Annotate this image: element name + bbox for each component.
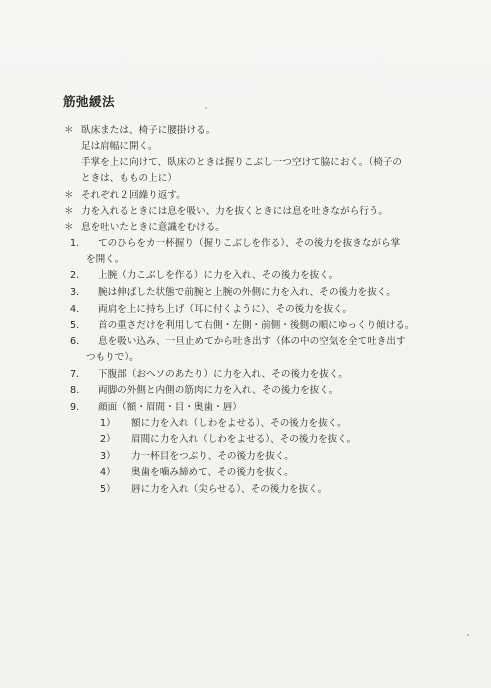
note-2-line-1: それぞれ２回繰り返す。 [81, 190, 186, 201]
face-step-4-number: 4） [100, 467, 116, 478]
scan-speck [205, 107, 207, 109]
face-step-3-text: 力一杯目をつぶり、その後力を抜く。 [131, 451, 294, 462]
note-4-line-1: 息を吐いたときに意識をむける。 [81, 222, 225, 233]
step-1-line-2: を開く。 [86, 254, 125, 265]
step-4-number: 4. [70, 304, 80, 315]
step-6-number: 6. [70, 336, 80, 347]
step-5-number: 5. [70, 320, 80, 331]
document-title: 筋弛緩法 [63, 94, 116, 109]
scan-speck [467, 634, 469, 636]
note-1-line-3: 手掌を上に向けて、臥床のときは握りこぶし一つ空けて脇におく。（椅子の [81, 157, 403, 168]
step-6-line-1: 息を吸い込み、一旦止めてから吐き出す（体の中の空気を全て吐き出す [98, 336, 406, 347]
step-8-number: 8. [70, 385, 80, 396]
step-9-number: 9. [70, 402, 80, 413]
face-step-4-text: 奥歯を噛み締めて、その後力を抜く。 [131, 467, 294, 478]
step-3-line-1: 腕は伸ばした状態で前腕と上腕の外側に力を入れ、その後力を抜く。 [98, 287, 396, 298]
note-1-line-1: 臥床または、椅子に腰掛ける。 [81, 125, 216, 136]
step-2-number: 2. [70, 270, 80, 281]
step-7-number: 7. [70, 369, 80, 380]
step-5-line-1: 首の重さだけを利用して右側・左側・前側・後側の順にゆっくり傾ける。 [98, 320, 415, 331]
note-3-line-1: 力を入れるときには息を吸い、力を抜くときには息を吐きながら行う。 [81, 206, 388, 217]
face-step-1-number: 1） [100, 418, 116, 429]
face-step-2-text: 眉間に力を入れ（しわをよせる）、その後力を抜く。 [131, 434, 357, 445]
note-4-mark: ＊ [64, 222, 74, 233]
step-2-line-1: 上腕（力こぶしを作る）に力を入れ、その後力を抜く。 [98, 270, 339, 281]
step-8-line-1: 両脚の外側と内側の筋肉に力を入れ、その後力を抜く。 [98, 385, 339, 396]
note-2-mark: ＊ [64, 190, 74, 201]
face-step-2-number: 2） [100, 434, 116, 445]
step-6-line-2: つもりで）。 [86, 352, 139, 363]
step-3-number: 3. [70, 287, 80, 298]
face-step-5-number: 5） [100, 484, 116, 495]
note-3-mark: ＊ [64, 206, 74, 217]
step-1-number: 1. [70, 238, 80, 249]
note-1-line-4: ときは、ももの上に） [81, 173, 177, 184]
step-1-line-1: てのひらをカ一杯握り（握りこぶしを作る）、その後力を抜きながら掌 [98, 238, 401, 249]
face-step-3-number: 3） [100, 451, 116, 462]
step-7-line-1: 下腹部（おへソのあたり）に力を入れ、その後力を抜く。 [98, 369, 348, 380]
face-step-5-text: 唇に力を入れ（尖らせる）、その後力を抜く。 [131, 484, 328, 495]
note-1-mark: ＊ [64, 125, 74, 136]
face-step-1-text: 額に力を入れ（しわをよせる）、その後力を抜く。 [131, 418, 347, 429]
note-1-line-2: 足は肩幅に開く。 [81, 141, 158, 152]
step-9-line-1: 顔面（額・眉間・目・奥歯・唇） [98, 402, 242, 413]
step-4-line-1: 両肩を上に持ち上げ（耳に付くように）、その後力を抜く。 [98, 304, 353, 315]
